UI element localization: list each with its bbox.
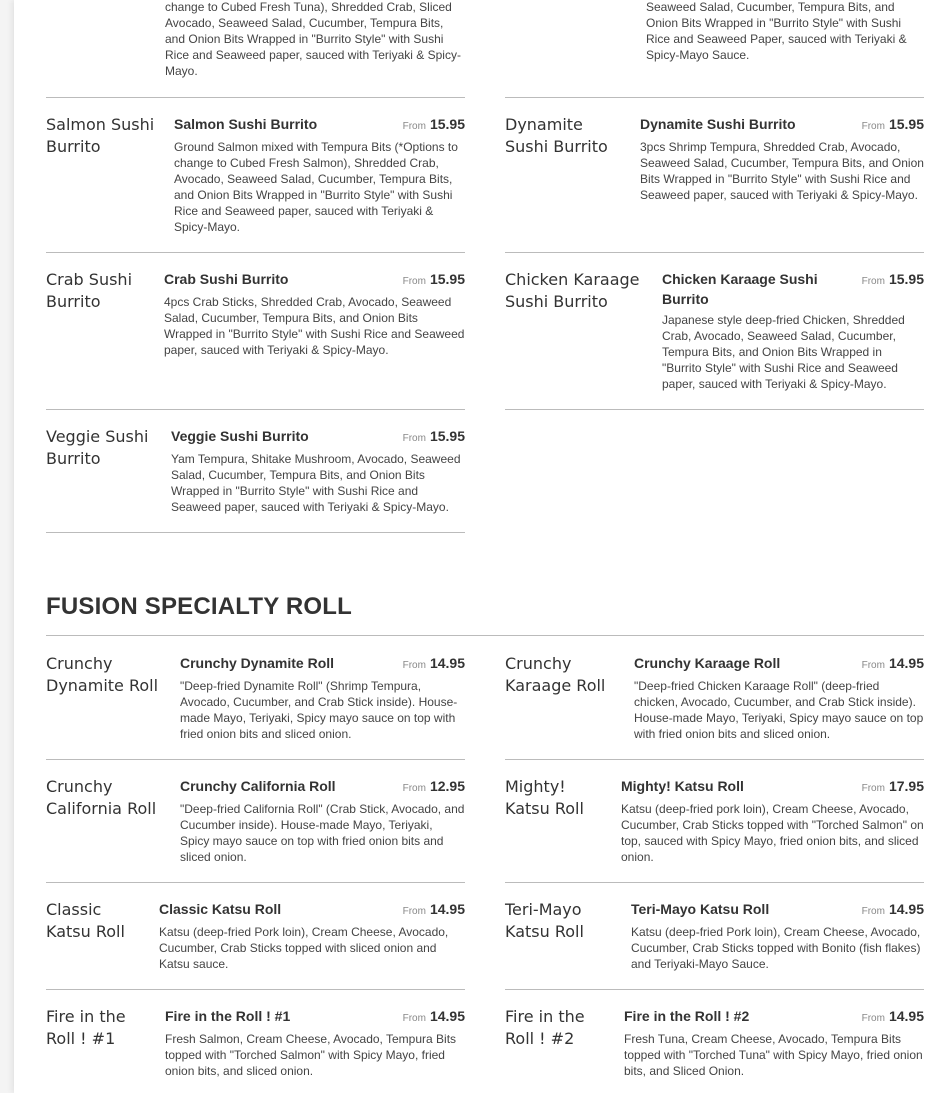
- price-amount: 15.95: [429, 428, 465, 444]
- section-title: FUSION SPECIALTY ROLL: [46, 593, 352, 620]
- divider: [46, 409, 465, 410]
- divider: [505, 409, 924, 410]
- menu-item-fire-in-the-roll-2[interactable]: [505, 1006, 924, 1084]
- price-from-label: From: [861, 276, 885, 287]
- menu-item-name: Chicken Karaage Sushi Burrito: [662, 271, 818, 307]
- price-amount: 17.95: [888, 778, 924, 794]
- menu-item-chicken-karaage-sushi-burrito[interactable]: [505, 269, 924, 393]
- price-amount: 14.95: [888, 901, 924, 917]
- menu-item-image: Classic Katsu Roll: [46, 900, 125, 941]
- price-from-label: From: [861, 121, 885, 132]
- section-divider: [46, 635, 924, 636]
- price-from-label: From: [402, 906, 426, 917]
- menu-item-price: [862, 1006, 924, 1029]
- price-amount: 14.95: [888, 655, 924, 671]
- divider: [46, 759, 465, 760]
- menu-item-name: Fire in the Roll ! #1: [165, 1008, 291, 1024]
- price-amount: 15.95: [429, 271, 465, 287]
- menu-item-price: [862, 114, 924, 137]
- menu-item-price: [403, 426, 465, 449]
- price-from-label: From: [402, 121, 426, 132]
- divider: [505, 759, 924, 760]
- price-amount: 15.95: [888, 271, 924, 287]
- menu-item-image: Dynamite Sushi Burrito: [505, 115, 608, 156]
- menu-item-name: Mighty! Katsu Roll: [621, 778, 744, 794]
- price-amount: 12.95: [429, 778, 465, 794]
- divider: [46, 989, 465, 990]
- menu-item-name: Crab Sushi Burrito: [164, 271, 289, 287]
- price-amount: 14.95: [888, 1008, 924, 1024]
- price-from-label: From: [402, 276, 426, 287]
- menu-item-price: [403, 776, 465, 799]
- divider: [46, 882, 465, 883]
- menu-item-price: [403, 114, 465, 137]
- menu-item-crab-sushi-burrito[interactable]: [46, 269, 465, 359]
- price-from-label: From: [402, 660, 426, 671]
- menu-item-description: "Deep-fried Chicken Karaage Roll" (deep-fried chicken, Avocado, Cucumber, and Crab Stick inside). House-made Mayo, Teriyaki, Spicy mayo sauce on top with fried onion bits and sliced onion.: [634, 679, 924, 741]
- menu-item-mighty-katsu-roll[interactable]: [505, 776, 924, 864]
- partial-menu-item-left[interactable]: [46, 0, 465, 80]
- price-from-label: From: [402, 783, 426, 794]
- menu-item-name: Crunchy Dynamite Roll: [180, 655, 335, 671]
- menu-item-description: Katsu (deep-fried Pork loin), Cream Cheese, Avocado, Cucumber, Crab Sticks topped with sliced onion and Katsu sauce.: [159, 925, 449, 971]
- price-amount: 14.95: [429, 901, 465, 917]
- menu-item-description: "Deep-fried California Roll" (Crab Stick, Avocado, and Cucumber inside). House-made Mayo, Teriyaki, Spicy mayo sauce on top with fried onion bits and sliced onion.: [180, 802, 465, 864]
- divider: [505, 252, 924, 253]
- menu-item-name: Veggie Sushi Burrito: [171, 428, 309, 444]
- divider: [46, 252, 465, 253]
- menu-item-image: Mighty! Katsu Roll: [505, 777, 584, 818]
- menu-item-dynamite-sushi-burrito[interactable]: [505, 114, 924, 220]
- menu-item-description: 3pcs Shrimp Tempura, Shredded Crab, Avocado, Seaweed Salad, Cucumber, Tempura Bits, and Onion Bits Wrapped in "Burrito Style" with Sushi Rice and Seaweed paper, sauced with Teriyaki & Spicy-Mayo.: [640, 140, 924, 202]
- divider: [46, 97, 465, 98]
- menu-item-price: [403, 1006, 465, 1029]
- menu-item-crunchy-karaage-roll[interactable]: [505, 653, 924, 741]
- price-from-label: From: [861, 1013, 885, 1024]
- menu-item-description: Katsu (deep-fried Pork loin), Cream Cheese, Avocado, Cucumber, Crab Sticks topped with Bonito (fish flakes) and Teriyaki-Mayo Sauce.: [631, 925, 921, 971]
- menu-item-image: Crunchy Dynamite Roll: [46, 654, 159, 695]
- menu-item-description: Japanese style deep-fried Chicken, Shredded Crab, Avocado, Seaweed Salad, Cucumber, Tempura Bits, and Onion Bits Wrapped in "Burrito Style" with Sushi Rice and Seaweed paper, sauced with Teriyaki & Spicy-Mayo.: [662, 313, 905, 391]
- menu-item-description: Katsu (deep-fried pork loin), Cream Cheese, Avocado, Cucumber, Crab Sticks topped with "Torched Salmon" on top, sauced with Spicy Mayo, fried onion bits, and sliced onion.: [621, 802, 924, 864]
- menu-item-crunchy-dynamite-roll[interactable]: [46, 653, 465, 741]
- menu-item-price: [862, 653, 924, 676]
- partial-menu-item-right[interactable]: [505, 0, 924, 64]
- menu-item-veggie-sushi-burrito[interactable]: [46, 426, 465, 516]
- menu-item-description: Seaweed Salad, Cucumber, Tempura Bits, and Onion Bits Wrapped in "Burrito Style" with Sushi Rice and Seaweed Paper, sauced with Teriyaki & Spicy-Mayo Sauce.: [646, 0, 907, 62]
- menu-item-image: Salmon Sushi Burrito: [46, 115, 155, 156]
- menu-item-name: Dynamite Sushi Burrito: [640, 116, 796, 132]
- menu-item-description: Fresh Tuna, Cream Cheese, Avocado, Tempura Bits topped with "Torched Tuna" with Spicy Mayo, fried onion bits, and Sliced Onion.: [624, 1032, 923, 1078]
- menu-item-classic-katsu-roll[interactable]: [46, 899, 465, 971]
- price-from-label: From: [861, 906, 885, 917]
- menu-item-name: Teri-Mayo Katsu Roll: [631, 901, 770, 917]
- menu-item-description: "Deep-fried Dynamite Roll" (Shrimp Tempura, Avocado, Cucumber, and Crab Stick inside). House-made Mayo, Teriyaki, Spicy mayo sauce on top with fried onion bits and sliced onion.: [180, 679, 458, 741]
- price-from-label: From: [861, 783, 885, 794]
- price-amount: 14.95: [429, 1008, 465, 1024]
- menu-item-description: Yam Tempura, Shitake Mushroom, Avocado, Seaweed Salad, Cucumber, Tempura Bits, and Onion Bits Wrapped in "Burrito Style" with Sushi Rice and Seaweed paper, sauced with Teriyaki & Spicy-Mayo.: [171, 452, 461, 514]
- menu-item-image: Teri-Mayo Katsu Roll: [505, 900, 584, 941]
- price-amount: 15.95: [429, 116, 465, 132]
- menu-item-name: Salmon Sushi Burrito: [174, 116, 318, 132]
- divider: [46, 532, 465, 533]
- menu-item-name: Fire in the Roll ! #2: [624, 1008, 750, 1024]
- menu-item-image: Crab Sushi Burrito: [46, 270, 133, 311]
- menu-item-description: Ground Salmon mixed with Tempura Bits (*Options to change to Cubed Fresh Salmon), Shredded Crab, Avocado, Seaweed Salad, Cucumber, Tempura Bits, and Onion Bits Wrapped in "Burrito Style" with Sushi Rice and Seaweed paper, sauced with Teriyaki & Spicy-Mayo.: [174, 140, 458, 234]
- price-from-label: From: [861, 660, 885, 671]
- menu-item-image: Chicken Karaage Sushi Burrito: [505, 270, 640, 311]
- price-amount: 15.95: [888, 116, 924, 132]
- divider: [505, 97, 924, 98]
- menu-item-price: [403, 899, 465, 922]
- menu-item-image: Veggie Sushi Burrito: [46, 427, 149, 468]
- price-from-label: From: [402, 1013, 426, 1024]
- menu-item-price: [862, 269, 924, 292]
- menu-item-price: [862, 776, 924, 799]
- price-from-label: From: [402, 433, 426, 444]
- menu-item-price: [862, 899, 924, 922]
- price-amount: 14.95: [429, 655, 465, 671]
- menu-item-image: Crunchy California Roll: [46, 777, 157, 818]
- menu-item-price: [403, 653, 465, 676]
- divider: [505, 882, 924, 883]
- menu-item-name: Crunchy Karaage Roll: [634, 655, 781, 671]
- menu-item-salmon-sushi-burrito[interactable]: [46, 114, 465, 236]
- menu-item-description: Fresh Salmon, Cream Cheese, Avocado, Tempura Bits topped with "Torched Salmon" with Spicy Mayo, fried onion bits, and sliced onion.: [165, 1032, 457, 1078]
- menu-item-fire-in-the-roll-1[interactable]: [46, 1006, 465, 1084]
- menu-item-image: Fire in the Roll ! #2: [505, 1007, 585, 1048]
- menu-item-description: change to Cubed Fresh Tuna), Shredded Crab, Sliced Avocado, Seaweed Salad, Cucumber, Tempura Bits, and Onion Bits Wrapped in "Burrito Style" with Sushi Rice and Seaweed paper, sauced with Teriyaki & Spicy-Mayo.: [165, 0, 461, 78]
- menu-item-image: Crunchy Karaage Roll: [505, 654, 606, 695]
- divider: [505, 989, 924, 990]
- menu-item-description: 4pcs Crab Sticks, Shredded Crab, Avocado, Seaweed Salad, Cucumber, Tempura Bits, and Onion Bits Wrapped in "Burrito Style" with Sushi Rice and Seaweed paper, sauced with Teriyaki & Spicy-Mayo.: [164, 295, 465, 357]
- menu-item-crunchy-california-roll[interactable]: [46, 776, 465, 864]
- menu-item-price: [403, 269, 465, 292]
- menu-item-image: Fire in the Roll ! #1: [46, 1007, 126, 1048]
- menu-item-name: Crunchy California Roll: [180, 778, 336, 794]
- menu-item-name: Classic Katsu Roll: [159, 901, 282, 917]
- menu-item-teri-mayo-katsu-roll[interactable]: [505, 899, 924, 971]
